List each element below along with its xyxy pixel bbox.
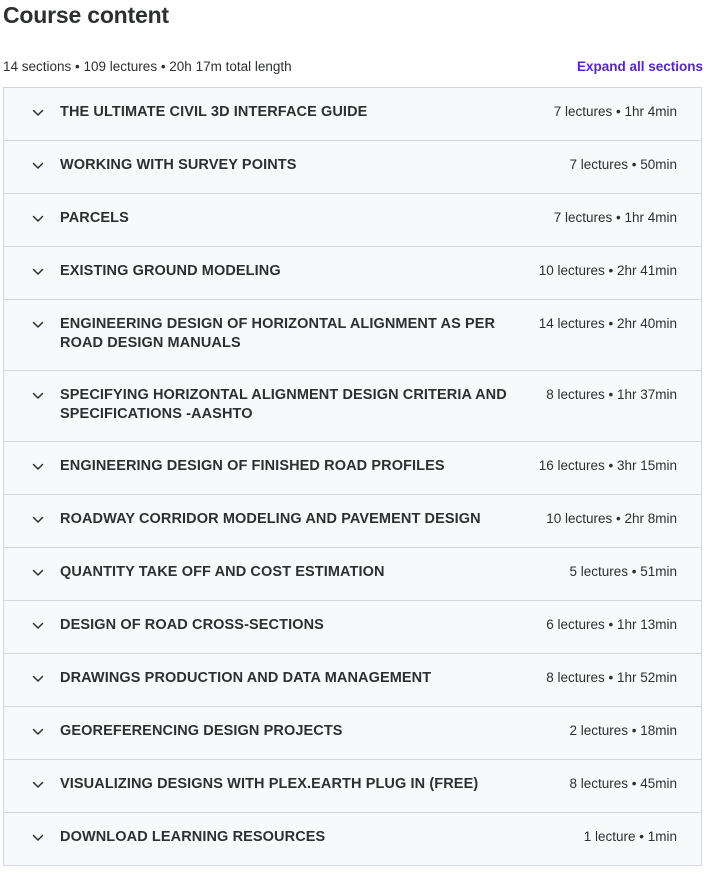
chevron-down-icon bbox=[4, 830, 60, 846]
section-info: 5 lectures • 51min bbox=[569, 564, 677, 579]
chevron-down-icon bbox=[4, 459, 60, 475]
section-row[interactable] bbox=[4, 300, 701, 371]
section-row[interactable] bbox=[4, 141, 701, 194]
section-title: EXISTING GROUND MODELING bbox=[60, 263, 281, 279]
section-title: ROADWAY CORRIDOR MODELING AND PAVEMENT DESIGN bbox=[60, 511, 481, 527]
section-title: DESIGN OF ROAD CROSS-SECTIONS bbox=[60, 617, 324, 633]
section-row[interactable] bbox=[4, 194, 701, 247]
section-row[interactable] bbox=[4, 707, 701, 760]
chevron-down-icon bbox=[4, 671, 60, 687]
chevron-down-icon bbox=[4, 264, 60, 280]
section-title: DRAWINGS PRODUCTION AND DATA MANAGEMENT bbox=[60, 670, 432, 686]
chevron-down-icon bbox=[4, 565, 60, 581]
chevron-down-icon bbox=[4, 618, 60, 634]
section-info: 10 lectures • 2hr 41min bbox=[538, 263, 677, 278]
section-title: QUANTITY TAKE OFF AND COST ESTIMATION bbox=[60, 564, 385, 580]
section-title: ENGINEERING DESIGN OF FINISHED ROAD PROFILES bbox=[60, 458, 445, 474]
expand-all-sections-button[interactable]: Expand all sections bbox=[576, 58, 703, 74]
chevron-down-icon bbox=[4, 105, 60, 121]
chevron-down-icon bbox=[4, 158, 60, 174]
chevron-down-icon bbox=[4, 211, 60, 227]
section-row[interactable] bbox=[4, 371, 701, 442]
section-info: 16 lectures • 3hr 15min bbox=[538, 458, 677, 473]
section-info: 14 lectures • 2hr 40min bbox=[538, 316, 677, 331]
section-list bbox=[3, 87, 702, 866]
section-row[interactable] bbox=[4, 247, 701, 300]
section-info: 8 lectures • 1hr 37min bbox=[546, 387, 677, 402]
section-title: SPECIFYING HORIZONTAL ALIGNMENT DESIGN CRITERIA AND SPECIFICATIONS -AASHTO bbox=[60, 387, 507, 422]
course-meta-row bbox=[3, 57, 703, 75]
section-title: THE ULTIMATE CIVIL 3D INTERFACE GUIDE bbox=[60, 104, 368, 120]
section-info: 6 lectures • 1hr 13min bbox=[546, 617, 677, 632]
chevron-down-icon bbox=[4, 317, 60, 333]
section-row[interactable] bbox=[4, 601, 701, 654]
section-row[interactable] bbox=[4, 442, 701, 495]
section-info: 10 lectures • 2hr 8min bbox=[546, 511, 677, 526]
section-info: 1 lecture • 1min bbox=[583, 829, 677, 844]
chevron-down-icon bbox=[4, 512, 60, 528]
section-row[interactable] bbox=[4, 495, 701, 548]
section-title: ENGINEERING DESIGN OF HORIZONTAL ALIGNMENT AS PER ROAD DESIGN MANUALS bbox=[60, 316, 496, 351]
section-info: 7 lectures • 1hr 4min bbox=[553, 104, 677, 119]
chevron-down-icon bbox=[4, 777, 60, 793]
page-title: Course content bbox=[3, 2, 169, 28]
section-info: 7 lectures • 1hr 4min bbox=[553, 210, 677, 225]
section-title: PARCELS bbox=[60, 210, 129, 226]
section-row[interactable] bbox=[4, 548, 701, 601]
section-info: 8 lectures • 1hr 52min bbox=[546, 670, 677, 685]
section-info: 7 lectures • 50min bbox=[569, 157, 677, 172]
chevron-down-icon bbox=[4, 388, 60, 404]
section-info: 2 lectures • 18min bbox=[569, 723, 677, 738]
section-title: GEOREFERENCING DESIGN PROJECTS bbox=[60, 723, 343, 739]
section-title: VISUALIZING DESIGNS WITH PLEX.EARTH PLUG IN (FREE) bbox=[60, 776, 479, 792]
section-row[interactable] bbox=[4, 88, 701, 141]
section-title: DOWNLOAD LEARNING RESOURCES bbox=[60, 829, 326, 845]
section-row[interactable] bbox=[4, 654, 701, 707]
section-row[interactable] bbox=[4, 760, 701, 813]
section-info: 8 lectures • 45min bbox=[569, 776, 677, 791]
section-row[interactable] bbox=[4, 813, 701, 865]
chevron-down-icon bbox=[4, 724, 60, 740]
section-title: WORKING WITH SURVEY POINTS bbox=[60, 157, 297, 173]
course-summary: 14 sections • 109 lectures • 20h 17m total length bbox=[3, 58, 292, 74]
